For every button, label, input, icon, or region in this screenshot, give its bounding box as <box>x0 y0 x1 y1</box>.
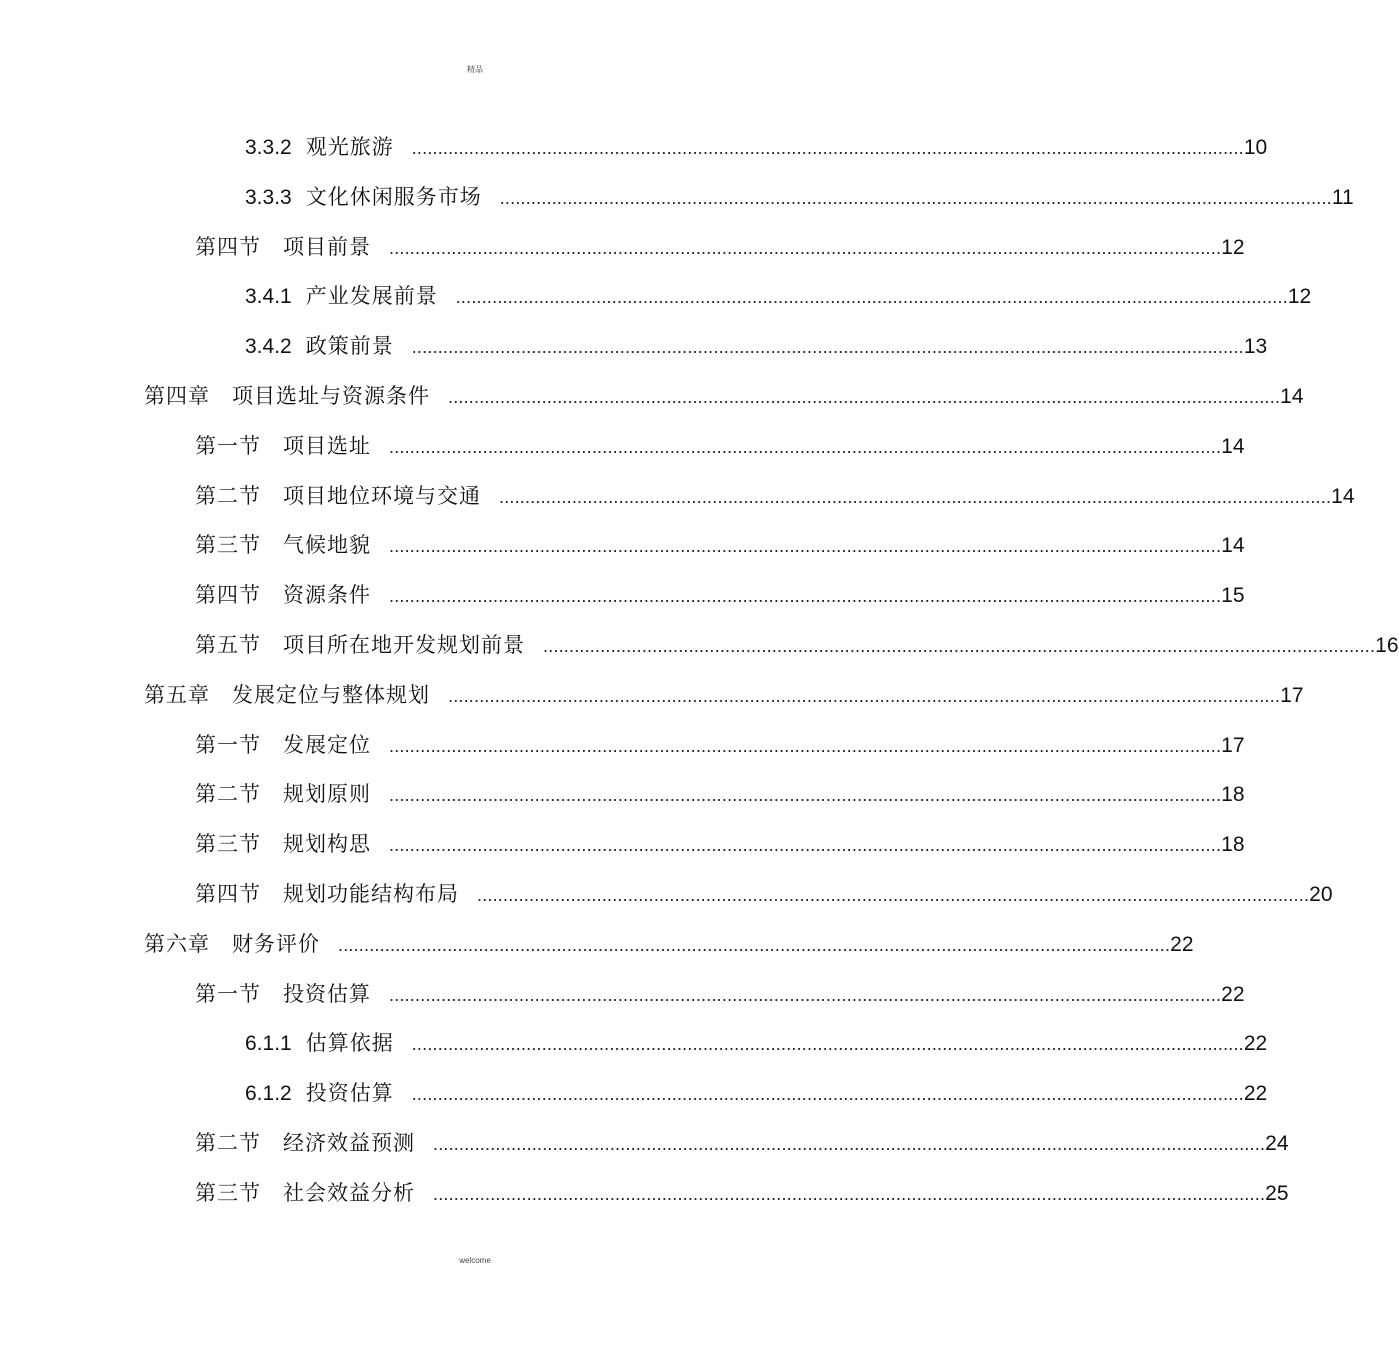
toc-entry-label: 第五节 项目所在地开发规划前景 <box>195 633 525 657</box>
toc-entry[interactable] <box>195 431 1245 461</box>
toc-entry-page-number: 17 <box>1221 734 1245 757</box>
toc-entry-title <box>195 232 371 262</box>
toc-entry[interactable] <box>195 979 1245 1009</box>
toc-entry[interactable] <box>195 779 1245 809</box>
toc-dot-leader: ................................................................................................................................................................ <box>389 238 1222 258</box>
toc-dot-leader: ................................................................................................................................................................ <box>499 188 1332 208</box>
toc-dot-leader: ................................................................................................................................................................ <box>433 1184 1266 1204</box>
toc-entry-page-number: 22 <box>1221 983 1245 1006</box>
toc-entry-page-number: 14 <box>1331 485 1355 508</box>
toc-entry-page-number: 12 <box>1221 236 1245 259</box>
toc-entry-title <box>144 381 430 411</box>
toc-entry-page-number: 18 <box>1221 833 1245 856</box>
toc-entry[interactable] <box>144 929 1194 959</box>
toc-entry-page-number: 17 <box>1280 684 1304 707</box>
toc-entry-page-number: 11 <box>1331 186 1354 209</box>
toc-entry-title <box>195 481 481 511</box>
toc-entry-title <box>245 182 482 213</box>
toc-dot-leader: ................................................................................................................................................................ <box>389 835 1222 855</box>
toc-entry-page-number: 16 <box>1375 634 1399 657</box>
toc-entry[interactable] <box>195 1128 1289 1158</box>
toc-entry-label: 第四节 项目前景 <box>195 235 371 259</box>
toc-entry[interactable] <box>245 331 1268 361</box>
toc-entry-page-number: 14 <box>1221 534 1245 557</box>
header-mark: 精品 <box>467 65 483 74</box>
toc-entry-page-number: 22 <box>1170 933 1194 956</box>
toc-entry-label: 第三节 规划构思 <box>195 832 371 856</box>
toc-entry-page-number: 15 <box>1221 584 1245 607</box>
toc-entry-number: 3.3.3 <box>245 186 292 209</box>
toc-entry-title <box>195 580 371 610</box>
toc-entry-title <box>195 779 371 809</box>
footer-mark: welcome <box>459 1256 491 1265</box>
toc-entry-title <box>195 431 371 461</box>
toc-entry[interactable] <box>195 730 1245 760</box>
toc-entry[interactable] <box>195 530 1245 560</box>
toc-entry[interactable] <box>195 630 1399 660</box>
toc-entry-label: 第二节 经济效益预测 <box>195 1131 415 1155</box>
toc-dot-leader: ................................................................................................................................................................ <box>389 586 1222 606</box>
toc-dot-leader: ................................................................................................................................................................ <box>411 1084 1244 1104</box>
toc-entry-title <box>195 829 371 859</box>
toc-entry-page-number: 12 <box>1287 285 1312 308</box>
toc-dot-leader: ................................................................................................................................................................ <box>389 437 1222 457</box>
toc-entry-number: 6.1.2 <box>245 1082 292 1105</box>
toc-entry-number: 3.4.1 <box>245 285 292 308</box>
toc-dot-leader: ................................................................................................................................................................ <box>448 387 1281 407</box>
toc-dot-leader: ................................................................................................................................................................ <box>389 736 1222 756</box>
toc-entry-label: 第三节 社会效益分析 <box>195 1181 415 1205</box>
toc-entry-label: 第一节 项目选址 <box>195 434 371 458</box>
toc-entry[interactable] <box>245 182 1354 212</box>
toc-entry-page-number: 14 <box>1221 435 1245 458</box>
toc-entry-title <box>245 132 394 163</box>
toc-entry-page-number: 14 <box>1280 385 1304 408</box>
toc-entry-title <box>245 1028 394 1059</box>
toc-entry[interactable] <box>144 680 1304 710</box>
toc-entry-page-number: 24 <box>1265 1132 1289 1155</box>
toc-entry-label: 第五章 发展定位与整体规划 <box>144 683 430 707</box>
toc-entry-title <box>195 1128 415 1158</box>
toc-entry-title <box>245 331 394 362</box>
toc-entry-label: 投资估算 <box>305 1081 394 1105</box>
toc-entry-label: 第二节 项目地位环境与交通 <box>195 484 481 508</box>
toc-entry-number: 6.1.1 <box>245 1032 292 1055</box>
toc-dot-leader: ................................................................................................................................................................ <box>448 686 1281 706</box>
toc-entry-title <box>195 730 371 760</box>
toc-entry[interactable] <box>245 132 1268 162</box>
toc-entry-page-number: 22 <box>1243 1082 1268 1105</box>
toc-entry-page-number: 18 <box>1221 783 1245 806</box>
toc-entry[interactable] <box>195 1178 1289 1208</box>
toc-entry-label: 第一节 发展定位 <box>195 733 371 757</box>
toc-entry-page-number: 25 <box>1265 1182 1289 1205</box>
toc-entry-page-number: 22 <box>1243 1032 1268 1055</box>
toc-entry-page-number: 20 <box>1309 883 1333 906</box>
toc-entry-number: 3.4.2 <box>245 335 292 358</box>
toc-entry-label: 第二节 规划原则 <box>195 782 371 806</box>
toc-entry-page-number: 13 <box>1243 335 1268 358</box>
toc-entry[interactable] <box>195 481 1355 511</box>
toc-dot-leader: ................................................................................................................................................................ <box>389 985 1222 1005</box>
toc-entry[interactable] <box>195 232 1245 262</box>
toc-entry-title <box>245 281 438 312</box>
toc-dot-leader: ................................................................................................................................................................ <box>543 636 1376 656</box>
toc-entry-title <box>195 630 525 660</box>
toc-entry-title <box>195 530 371 560</box>
toc-entry[interactable] <box>195 580 1245 610</box>
toc-entry-title <box>144 929 320 959</box>
toc-dot-leader: ................................................................................................................................................................ <box>389 536 1222 556</box>
toc-entry-label: 政策前景 <box>305 334 394 358</box>
toc-dot-leader: ................................................................................................................................................................ <box>338 935 1171 955</box>
toc-entry[interactable] <box>195 829 1245 859</box>
toc-entry-number: 3.3.2 <box>245 136 292 159</box>
toc-entry-label: 第四章 项目选址与资源条件 <box>144 384 430 408</box>
toc-dot-leader: ................................................................................................................................................................ <box>455 287 1288 307</box>
toc-entry[interactable] <box>245 281 1312 311</box>
toc-entry-title <box>195 879 459 909</box>
toc-entry-title <box>195 979 371 1009</box>
toc-dot-leader: ................................................................................................................................................................ <box>433 1134 1266 1154</box>
toc-entry-page-number: 10 <box>1243 136 1268 159</box>
toc-entry-title <box>144 680 430 710</box>
toc-dot-leader: ................................................................................................................................................................ <box>389 785 1222 805</box>
toc-entry-label: 产业发展前景 <box>305 284 438 308</box>
toc-entry[interactable] <box>195 879 1333 909</box>
toc-entry-label: 估算依据 <box>305 1031 394 1055</box>
toc-entry-label: 观光旅游 <box>305 135 394 159</box>
toc-entry-title <box>245 1078 394 1109</box>
toc-entry-title <box>195 1178 415 1208</box>
toc-dot-leader: ................................................................................................................................................................ <box>477 885 1310 905</box>
toc-dot-leader: ................................................................................................................................................................ <box>411 1034 1244 1054</box>
toc-dot-leader: ................................................................................................................................................................ <box>411 337 1244 357</box>
toc-dot-leader: ................................................................................................................................................................ <box>499 487 1332 507</box>
toc-entry-label: 第三节 气候地貌 <box>195 533 371 557</box>
toc-entry-label: 第一节 投资估算 <box>195 982 371 1006</box>
toc-entry-label: 第四节 规划功能结构布局 <box>195 882 459 906</box>
toc-entry[interactable] <box>245 1028 1268 1058</box>
toc-entry-label: 第四节 资源条件 <box>195 583 371 607</box>
toc-dot-leader: ................................................................................................................................................................ <box>411 138 1244 158</box>
toc-entry-label: 文化休闲服务市场 <box>305 185 482 209</box>
toc-entry[interactable] <box>144 381 1304 411</box>
toc-entry[interactable] <box>245 1078 1268 1108</box>
toc-entry-label: 第六章 财务评价 <box>144 932 320 956</box>
